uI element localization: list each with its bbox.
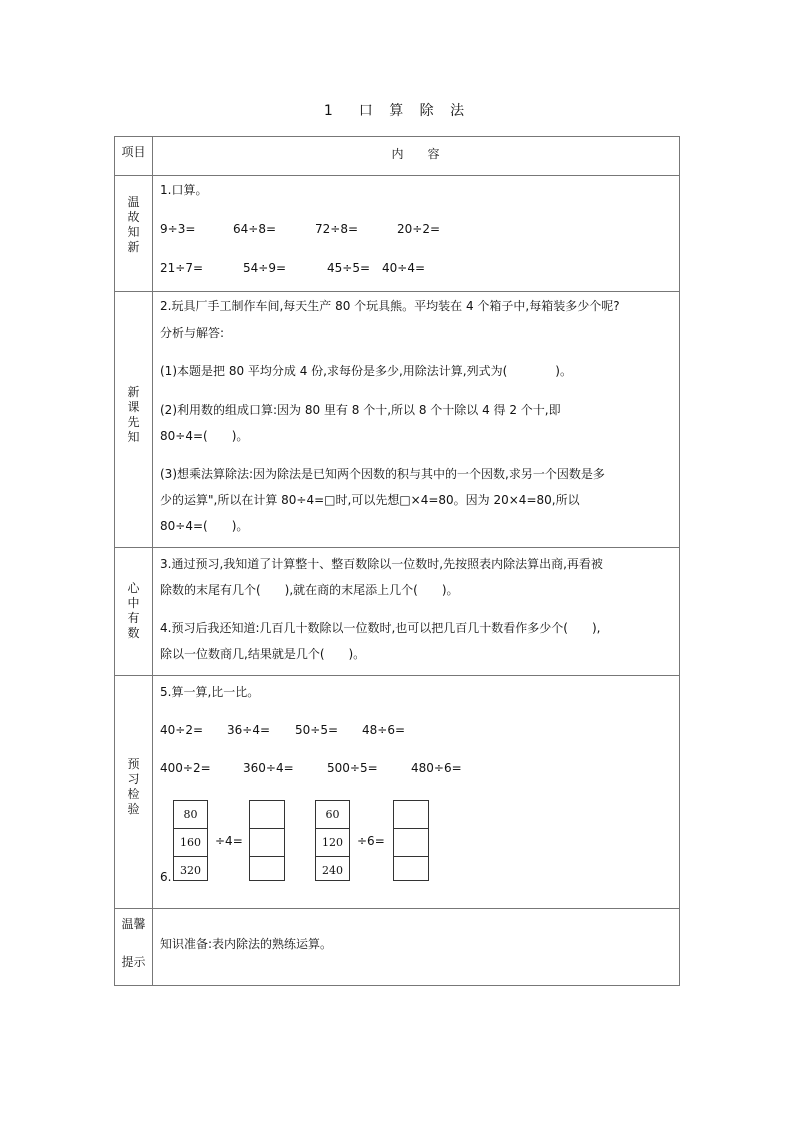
analysis-part-1: (1)本题是把 80 平均分成 4 份,求每份是多少,用除法计算,列式为( )。 xyxy=(160,364,572,378)
answer-box-1[interactable] xyxy=(249,800,285,881)
row-divider xyxy=(115,908,679,909)
row-divider xyxy=(115,175,679,176)
operator-divide-4: ÷4= xyxy=(215,834,243,848)
question-5: 5.算一算,比一比。 xyxy=(160,685,260,699)
operator-divide-6: ÷6= xyxy=(357,834,385,848)
column-divider xyxy=(152,137,153,985)
dividend-box-1: 80 160 320 xyxy=(173,800,208,881)
question-4-line-1: 4.预习后我还知道:几百几十数除以一位数时,也可以把几百几十数看作多少个( ), xyxy=(160,621,601,635)
row-divider xyxy=(115,291,679,292)
header-col-item: 项目 xyxy=(121,145,146,159)
row-divider xyxy=(115,547,679,548)
tip-text: 知识准备:表内除法的熟练运算。 xyxy=(160,937,333,951)
section-label-tip-1: 温馨 xyxy=(121,917,146,931)
analysis-part-2-line-1: (2)利用数的组成口算:因为 80 里有 8 个十,所以 8 个十除以 4 得 2 个十,即 xyxy=(160,403,561,417)
section-label-tip-2: 提示 xyxy=(121,955,146,969)
question-2: 2.玩具厂手工制作车间,每天生产 80 个玩具熊。平均装在 4 个箱子中,每箱装多少个呢? xyxy=(160,299,620,313)
worksheet-table: 项目 内 容 温 故 知 新 1.口算。 9÷3= 64÷8= 72÷8= 20÷2= 21÷7= 54÷9= 45÷5= 40÷4= 新 课 先 知 2.玩具厂手工制作车间,每天生产 80 个玩具熊。平均装在 4 个箱子中,每箱装多少个呢? 分析与解答: (1)本题是把 80 平均分成 4 份,求每份是多少,用除法计算,列式为( )。 (2)利用数的组成口算:因为 80 里有 8 个十,所以 8 个十除以 4 得 2 个十,即 80÷4=( )。 (3)想乘法算除法:因为除法是已知两个因数的积与其中的一个因数,求另一个因数是多 少的运算",所以在计算 80÷4=□时,可以先想□×4=80。因为 20×4=80,所以 80÷4=( )。 心 中 有 数 3.通过预习,我知道了计算整十、整百数除以一位数时,先按照表内除法算出商,再看被 除数的末尾有几个( ),就在商的末尾添上几个( )。 4.预习后我还知道:几百几十数除以一位数时,也可以把几百几十数看作多少个( ), 除以一位数商几,结果就是几个( )。 预 习 检 验 5.算一算,比一比。 40÷2= 36÷4= 50÷5= 48÷6= 400÷2= 360÷4= 500÷5= 480÷6= 6. 80 160 320 ÷4= 60 120 240 ÷6= 温馨 提示 知识准备:表内除法的熟练运算。 xyxy=(114,136,680,986)
section-label-check: 预 习 检 验 xyxy=(127,757,140,816)
section-label-mind: 心 中 有 数 xyxy=(127,581,140,640)
section-label-new: 新 课 先 知 xyxy=(127,385,140,444)
question-3-line-2: 除数的末尾有几个( ),就在商的末尾添上几个( )。 xyxy=(160,583,459,597)
row-divider xyxy=(115,675,679,676)
section-label-review: 温 故 知 新 xyxy=(127,195,140,254)
question-6-label: 6. xyxy=(160,870,172,884)
dividend-box-2: 60 120 240 xyxy=(315,800,350,881)
analysis-part-3-line-3: 80÷4=( )。 xyxy=(160,519,249,533)
page-title: 1 口 算 除 法 xyxy=(323,103,471,119)
answer-box-2[interactable] xyxy=(393,800,429,881)
question-1: 1.口算。 xyxy=(160,183,208,197)
analysis-part-3-line-1: (3)想乘法算除法:因为除法是已知两个因数的积与其中的一个因数,求另一个因数是多 xyxy=(160,467,605,481)
analysis-label: 分析与解答: xyxy=(160,326,225,340)
header-col-content: 内 容 xyxy=(391,147,440,161)
analysis-part-3-line-2: 少的运算",所以在计算 80÷4=□时,可以先想□×4=80。因为 20×4=80,所以 xyxy=(160,493,580,507)
question-4-line-2: 除以一位数商几,结果就是几个( )。 xyxy=(160,647,366,661)
question-3-line-1: 3.通过预习,我知道了计算整十、整百数除以一位数时,先按照表内除法算出商,再看被 xyxy=(160,557,603,571)
analysis-part-2-line-2: 80÷4=( )。 xyxy=(160,429,249,443)
